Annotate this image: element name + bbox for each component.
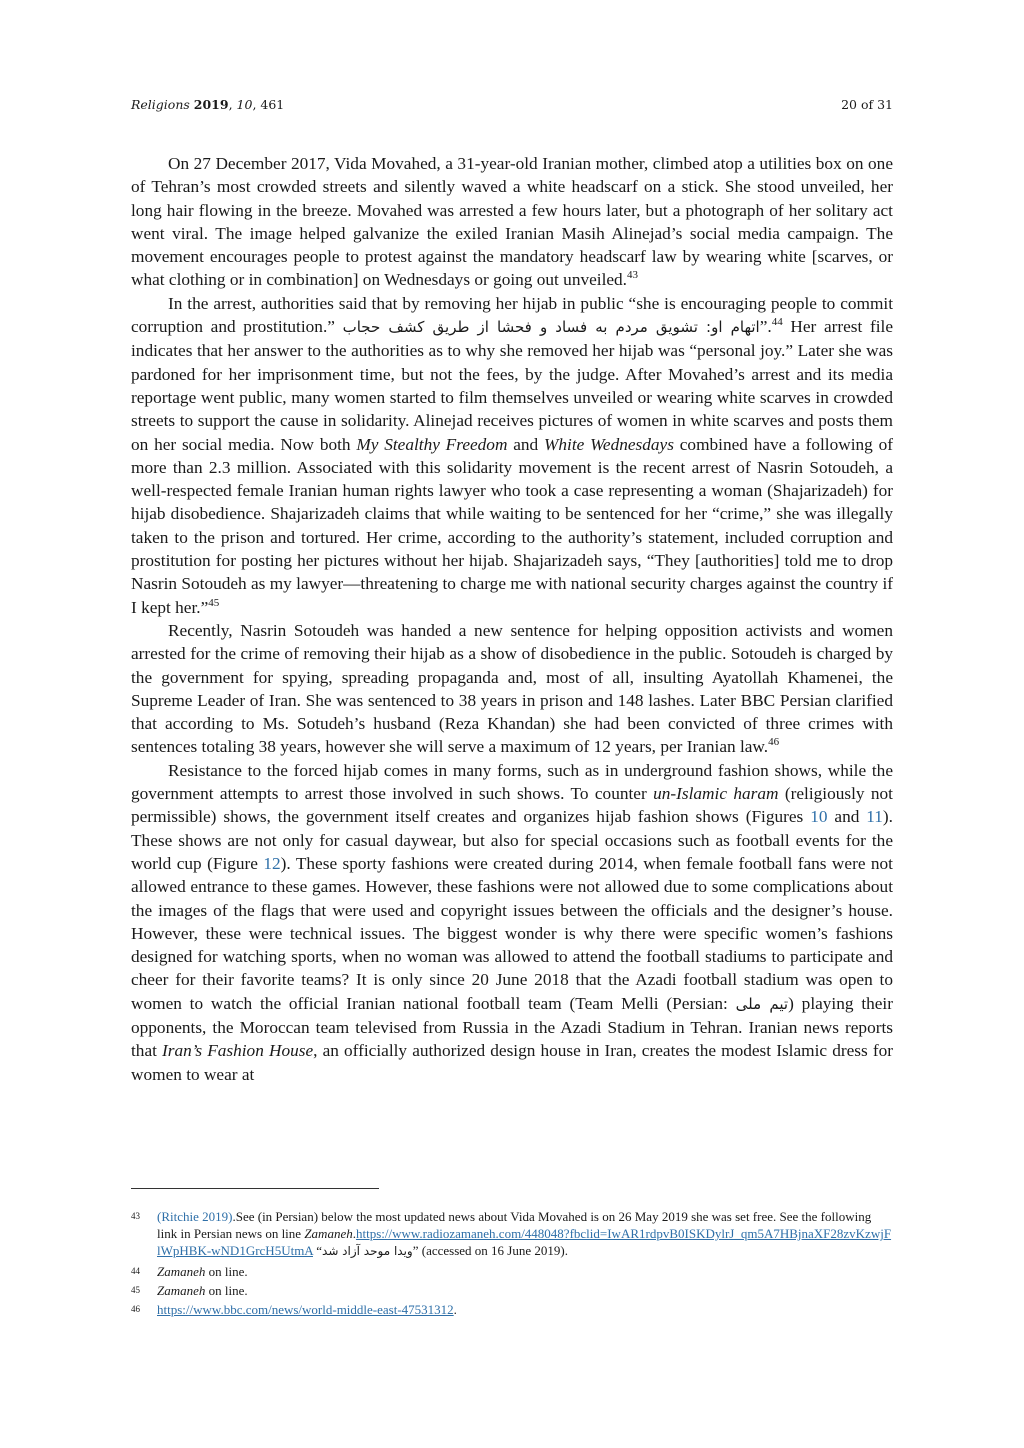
paragraph-4-text-c: and [827, 807, 867, 827]
paragraph-3-text: Recently, Nasrin Sotoudeh was handed a new sentence for helping opposition activists and women arrested for the crime of removing their hijab as a show of disobedience in the public. Sotoudeh is charged by the government for spying, spreading propaganda and, most of all, insulting Ayatollah Khamenei, the Supreme Leader of Iran. She was sentenced to 38 years in prison and 148 lashes. Later BBC Persian clarified that according to Ms. Sotudeh’s husband (Reza Khandan) she had been convicted of three crimes with sentences totaling 38 years, however she will serve a maximum of 12 years, per Iranian law. [131, 620, 893, 757]
footnote-text [157, 1282, 893, 1299]
paragraph-2-text-d: and [507, 434, 544, 454]
paragraph-4-text-f: ) playing their opponents, the Moroccan team televised from Russia in the Azadi Stadium in Tehran. Iranian news reports that [131, 993, 893, 1061]
paragraph-2-text-c: Her arrest file indicates that her answer to the authorities as to why she removed her hijab was “personal joy.” Later she was pardoned for her imprisonment time, but not the fees, by the judge. After Movahed’s arrest and its media reportage went public, many women started to film themselves unveiled or wearing white scarves in crowded streets to support the cause in solidarity. Alinejad receives pictures of women in white scarves and posts them on her social media. Now both [131, 317, 894, 454]
footnote-number: 43 [131, 1211, 140, 1221]
footnote-43-text-c: “ [312, 1243, 323, 1259]
url-link-radiozamaneh[interactable]: https://www.radiozamaneh.com/448048?fbclid=IwAR1rdpvB0ISKDylrJ_qm5A7HBjnaXF28zvKzwjFlWpHBK-wND1GrcH5UtmA [157, 1226, 892, 1259]
paragraph-4-text-b: (religiously not permissible) shows, the government itself creates and organizes hijab fashion shows (Figures [131, 784, 893, 827]
footnote-ref-43[interactable]: 43 [627, 269, 638, 282]
footnote-43-text-a: .See (in Persian) below the most updated news about Vida Movahed is on 26 May 2019 she was set free. See the following link in Persian news on line [157, 1209, 872, 1242]
footnote-ref-46[interactable]: 46 [768, 736, 780, 749]
term-irans-fashion-house: Iran’s Fashion House [162, 1041, 314, 1061]
footnote-45-text: on line. [205, 1282, 248, 1298]
persian-team-melli: تیم ملی [735, 994, 789, 1013]
term-un-islamic-haram: un-Islamic haram [653, 784, 779, 804]
paragraph-2-text-e: combined have a following of more than 2.3 million. Associated with this solidarity movement is the recent arrest of Nasrin Sotoudeh, a well-respected female Iranian human rights lawyer who took a case representing a woman (Shajarizadeh) for hijab disobedience. Shajarizadeh claims that while waiting to be sentenced for her “crime,” she was illegally taken to the prison and tortured. Her crime, according to the authority’s statement, included corruption and prostitution for posting her pictures without her hijab. Shajarizadeh says, “They [authorities] told me to drop Nasrin Sotoudeh as my lawyer—threatening to charge me with national security charges against the country if I kept her.” [131, 434, 894, 617]
url-link-bbc[interactable]: https://www.bbc.com/news/world-middle-east-47531312 [157, 1302, 454, 1318]
footnote-46-text: . [453, 1302, 457, 1318]
article-number: 461 [260, 97, 285, 112]
paragraph-1 [131, 152, 893, 292]
paragraph-3 [131, 619, 893, 759]
footnote-46 [131, 1301, 893, 1318]
footnote-text [157, 1208, 893, 1261]
footnote-ref-45[interactable]: 45 [208, 596, 220, 609]
campaign-name-white-wednesdays: White Wednesdays [544, 434, 674, 454]
paragraph-1-text: On 27 December 2017, Vida Movahed, a 31-year-old Iranian mother, climbed atop a utilities box on one of Tehran’s most crowded streets and silently waved a white headscarf on a stick. She stood unveiled, her long hair flowing in the breeze. Movahed was arrested a few hours later, but a photograph of her solitary act went viral. The image helped galvanize the exiled Iranian Masih Alinejad’s social media campaign. The movement encourages people to protest against the mandatory headscarf law by wearing white [scarves, or what clothing or in combination] on Wednesdays or going out unveiled. [131, 154, 893, 290]
page-number: 20 of 31 [841, 97, 893, 112]
footnote-rule [131, 1188, 379, 1189]
footnote-text [157, 1301, 893, 1318]
journal-citation: Religions 2019, 10, 461 [131, 97, 285, 112]
journal-name: Religions [131, 97, 190, 112]
paragraph-2 [131, 292, 893, 619]
footnote-text [157, 1263, 893, 1280]
campaign-name-stealthy-freedom: My Stealthy Freedom [356, 434, 508, 454]
journal-year: 2019 [193, 97, 229, 112]
paragraph-4-text-d: ). These shows are not only for casual daywear, but also for special occasions such as football events for the world cup (Figure [131, 807, 893, 873]
footnote-number: 44 [131, 1265, 140, 1276]
figure-link-12[interactable]: 12 [263, 853, 281, 873]
paragraph-4 [131, 759, 893, 1086]
journal-volume: 10 [236, 97, 253, 112]
source-name-zamaneh: Zamaneh [157, 1282, 206, 1298]
footnote-43-text-d: ” (accessed on 16 June 2019). [412, 1243, 568, 1259]
figure-link-10[interactable]: 10 [810, 807, 828, 827]
persian-headline: ویدا موحد آزاد شد [322, 1244, 413, 1259]
citation-link-ritchie[interactable]: (Ritchie 2019) [157, 1209, 233, 1224]
paragraph-2-text-b: ”. [759, 317, 772, 337]
paragraph-4-text-a: Resistance to the forced hijab comes in many forms, such as in underground fashion shows, while the government attempts to arrest those involved in such shows. To counter [131, 760, 893, 804]
footnote-43-text-b: . [352, 1226, 356, 1242]
footnote-45 [131, 1282, 893, 1299]
running-head [131, 97, 893, 112]
paragraph-2-text-a: In the arrest, authorities said that by removing her hijab in public “she is encouraging people to commit corruption and prostitution.” [131, 293, 893, 337]
footnote-44 [131, 1263, 893, 1280]
paragraph-4-text-e: ). These sporty fashions were created during 2014, when female football fans were not allowed entrance to these games. However, these fashions were not allowed due to some complications about the images of the flags that were used and copyright issues between the officials and the designer’s house. However, these were technical issues. The biggest wonder is why there were specific women’s fashions designed for watching sports, when no woman was allowed to attend the football stadiums to participate and cheer for their favorite teams? It is only since 20 June 2018 that the Azadi football stadium was open to women to watch the official Iranian national football team (Team Melli (Persian: [131, 853, 893, 1013]
main-text [131, 152, 893, 1086]
footnote-44-text: on line. [205, 1263, 248, 1279]
footnote-number: 46 [131, 1304, 140, 1315]
paragraph-4-text-g: , an officially authorized design house in Iran, creates the modest Islamic dress for women to wear at [131, 1041, 893, 1084]
footnote-number: 45 [131, 1284, 140, 1295]
source-name-zamaneh: Zamaneh [157, 1263, 206, 1279]
footnote-43 [131, 1208, 893, 1261]
source-name-zamaneh: Zamaneh [304, 1226, 353, 1242]
footnote-ref-44[interactable]: 44 [771, 316, 783, 329]
persian-quote: اتهام او: تشویق مردم به فساد و فحشا از طریق کشف حجاب [342, 318, 760, 337]
footnotes [131, 1208, 893, 1320]
figure-link-11[interactable]: 11 [866, 807, 883, 827]
